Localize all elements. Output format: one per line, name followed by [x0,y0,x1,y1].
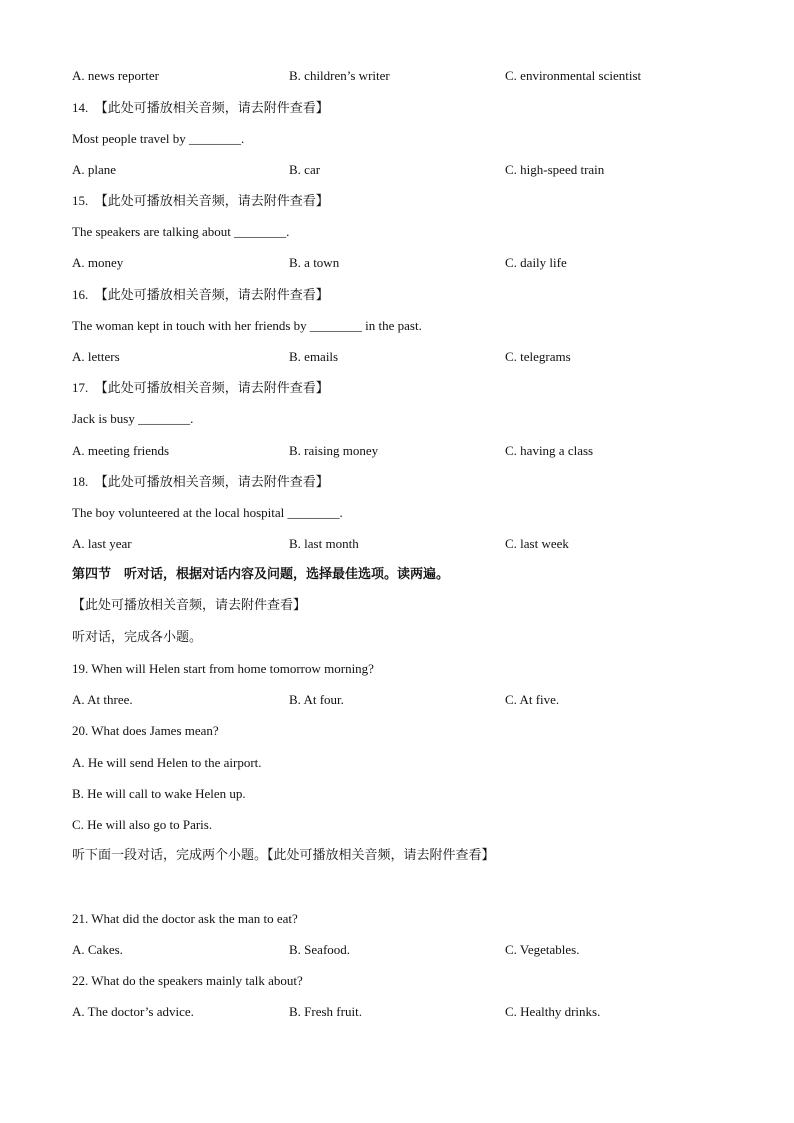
q15-stem: The speakers are talking about ________. [72,224,290,239]
q14-option-b: B. car [289,162,321,177]
q17-number: 17. [72,380,89,395]
q13-option-a: A. news reporter [72,68,159,83]
q22-option-b: B. Fresh fruit. [289,1004,362,1019]
section4-instruction: 听对话，完成各小题。 [72,630,203,645]
q18-stem: The boy volunteered at the local hospital ________. [72,505,343,520]
section4-audio-note: 【此处可播放相关音频，请去附件查看】 [72,598,307,613]
q20-option-a: A. He will send Helen to the airport. [72,755,262,770]
q15-option-a: A. money [72,255,124,270]
q14-option-a: A. plane [72,162,117,177]
q14-audio-note: 【此处可播放相关音频，请去附件查看】 [94,101,329,116]
q21-option-a: A. Cakes. [72,942,123,957]
q18-audio-note: 【此处可播放相关音频，请去附件查看】 [94,475,329,490]
q15-option-b: B. a town [289,255,340,270]
q20-stem: 20. What does James mean? [72,723,219,738]
q17-audio-note: 【此处可播放相关音频，请去附件查看】 [94,381,329,396]
q14-number: 14. [72,100,89,115]
q16-option-b: B. emails [289,349,339,364]
q22-option-c: C. Healthy drinks. [505,1004,601,1019]
q18-number: 18. [72,474,89,489]
q21-option-c: C. Vegetables. [505,942,580,957]
q15-number: 15. [72,193,89,208]
q16-number: 16. [72,287,89,302]
section4-title: 第四节 听对话，根据对话内容及问题，选择最佳选项。读两遍。 [72,567,450,582]
q21-option-b: B. Seafood. [289,942,351,957]
q18-header [72,473,329,492]
q15-header [72,192,329,211]
q16-stem: The woman kept in touch with her friends by ________ in the past. [72,318,422,333]
q21-stem: 21. What did the doctor ask the man to eat? [72,911,298,926]
q14-stem: Most people travel by ________. [72,131,245,146]
q22-stem: 22. What do the speakers mainly talk about? [72,973,303,988]
next-dialogue-instruction: 听下面一段对话，完成两个小题。【此处可播放相关音频，请去附件查看】 [72,848,495,863]
q22-option-a: A. The doctor’s advice. [72,1004,194,1019]
q20-option-c: C. He will also go to Paris. [72,817,213,832]
q16-header [72,286,329,305]
q18-option-b: B. last month [289,536,359,551]
q18-option-a: A. last year [72,536,132,551]
q15-audio-note: 【此处可播放相关音频，请去附件查看】 [94,194,329,209]
q20-option-b: B. He will call to wake Helen up. [72,786,246,801]
q16-audio-note: 【此处可播放相关音频，请去附件查看】 [94,288,329,303]
q14-option-c: C. high-speed train [505,162,605,177]
q19-option-a: A. At three. [72,692,133,707]
q18-option-c: C. last week [505,536,569,551]
q14-header [72,99,329,118]
q19-stem: 19. When will Helen start from home tomorrow morning? [72,661,374,676]
q13-option-b: B. children’s writer [289,68,390,83]
q19-option-c: C. At five. [505,692,560,707]
q19-option-b: B. At four. [289,692,344,707]
q17-option-a: A. meeting friends [72,443,170,458]
q17-option-c: C. having a class [505,443,594,458]
q16-option-a: A. letters [72,349,120,364]
q13-option-c: C. environmental scientist [505,68,642,83]
q17-stem: Jack is busy ________. [72,411,194,426]
q17-header [72,379,329,398]
q16-option-c: C. telegrams [505,349,571,364]
q15-option-c: C. daily life [505,255,567,270]
q17-option-b: B. raising money [289,443,379,458]
